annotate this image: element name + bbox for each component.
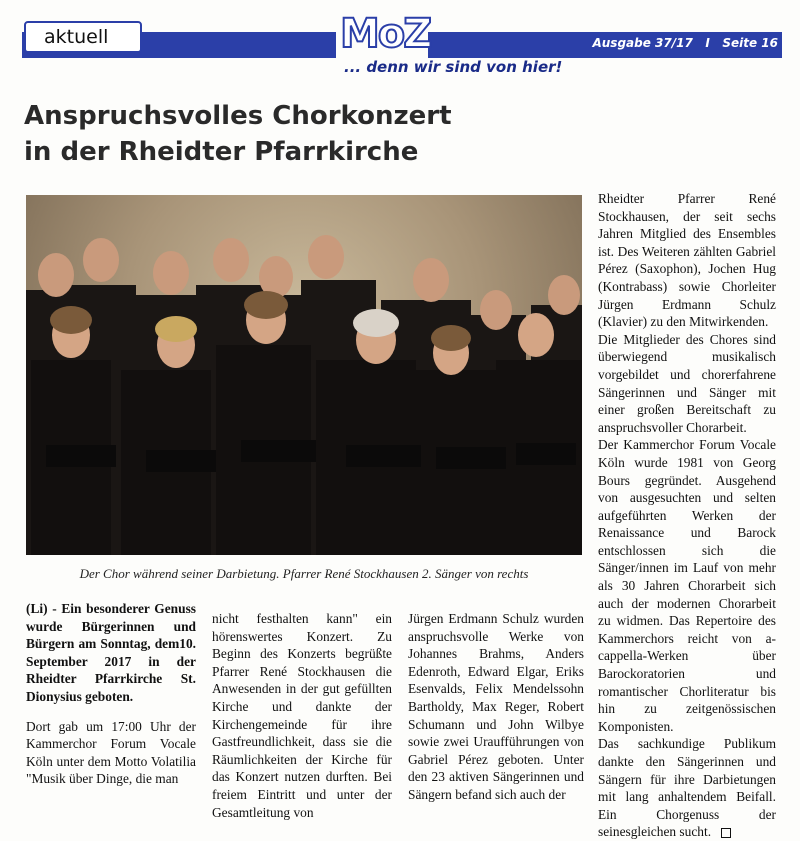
photo-caption: Der Chor während seiner Darbietung. Pfarrer René Stockhausen 2. Sänger von rechts [79,566,529,581]
issue-info: Ausgabe 37/17 I Seite 16 [592,36,778,50]
article-column-4 [598,190,776,841]
article-paragraph: Der Kammerchor Forum Vocale Köln wurde 1981 von Georg Bours gegründet. Ausgehend von ausgesuchten und selten aufgeführten Werken der Renaissance und Barock entschlossen sich die Sänger/innen im Lauf von mehr als 30 Jahren Chorarbeit sich auch der modernen Chorarbeit zu widmen. Das Repertoire des Kammerchors reicht von a-cappella-Werken über Barockoratorien und romantischer Chorliteratur bis hin zu zeitgenössischen Komponisten. [598,437,776,734]
article-paragraph: Rheidter Pfarrer René Stockhausen, der seit sechs Jahren Mitglied des Ensembles ist. Des Weiteren zählten Gabriel Pérez (Saxophon), Jochen Hug (Kontrabass) sowie Chorleiter Jürgen Erdmann Schulz (Klavier) zu den Mitwirkenden. [598,191,776,330]
article-paragraph: Die Mitglieder des Chores sind überwiegend musikalisch vorgebildet und chorerfahrene Sängerinnen und Sänger mit einer großen Bereitschaft zu anspruchsvoller Chorarbeit. [598,331,776,435]
choir-photo [26,195,582,555]
article-lead: (Li) - Ein besonderer Genuss wurde Bürgerinnen und Bürgern am Sonntag, dem10. September 2017 in der Rheidter Pfarrkirche St. Dionysius geboten. [26,601,196,704]
article-column-3 [408,610,584,804]
article-paragraph: Jürgen Erdmann Schulz wurden anspruchsvolle Werke von Johannes Brahms, Anders Edenroth, Edward Elgar, Eriks Esenvalds, Felix Mendelssohn Bartholdy, Max Reger, Robert Schumann und John Wilbye sowie zwei Uraufführungen von Gabriel Pérez geboten. Unter den 23 aktiven Sängerinnen und Sängern befand sich auch der [408,611,584,802]
newspaper-logo: MoZ [340,11,431,57]
article-paragraph: Dort gab um 17:00 Uhr der Kammerchor Forum Vocale Köln unter dem Motto Volatilia "Musik über Dinge, die man [26,718,196,787]
article-column-1 [26,600,196,788]
choir-illustration [26,195,582,555]
tagline: ... denn wir sind von hier! [344,58,563,76]
headline-line-2: in der Rheidter Pfarrkirche [24,137,419,167]
section-label: aktuell [24,21,142,53]
headline [24,98,584,170]
article-paragraph: nicht festhalten kann" ein hörenswertes Konzert. Zu Beginn des Konzerts begrüßte Pfarrer René Stockhausen die Anwesenden in der gut gefüllten Kirche und dankte der Kirchengemeinde für ihre Gastfreundlichkeit, dass sie die Räumlichkeiten der Kirche für das Konzert nutzen durften. Bei freiem Eintritt und unter der Gesamtleitung von [212,611,392,820]
article-paragraph [598,735,776,841]
headline-line-1: Anspruchsvolles Chorkonzert [24,101,452,131]
article-column-2 [212,610,392,821]
end-of-article-icon [721,828,731,838]
article-closing: Das sachkundige Publikum dankte den Sängerinnen und Sängern für ihre Darbietungen mit lang anhaltendem Beifall. Ein Chorgenuss der seinesgleichen sucht. [598,736,776,840]
